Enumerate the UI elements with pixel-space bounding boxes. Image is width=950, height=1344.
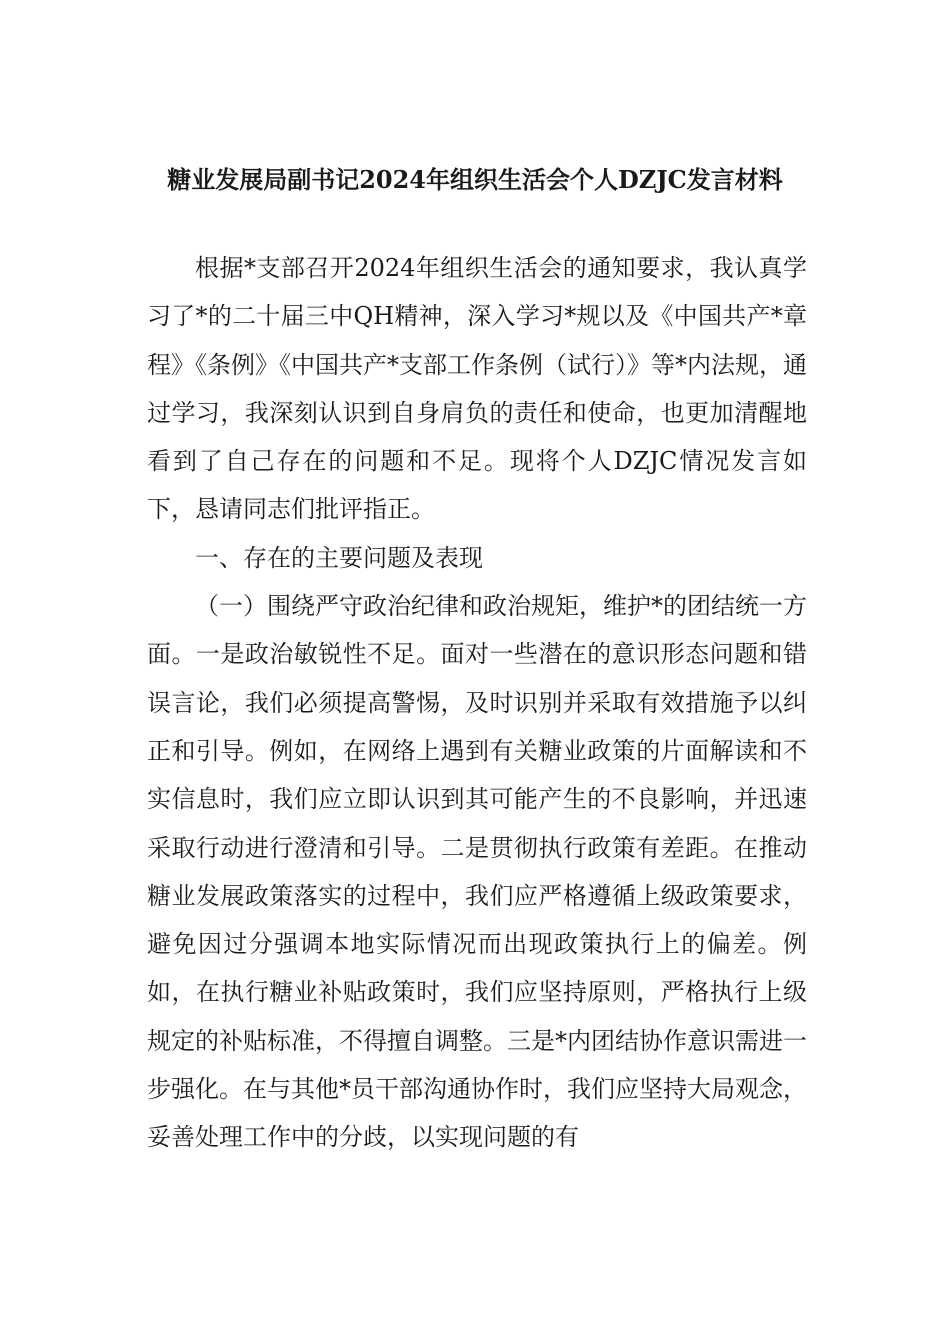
document-body (147, 244, 807, 1162)
document-title: 糖业发展局副书记2024年组织生活会个人DZJC发言材料 (167, 165, 783, 194)
body-paragraph: （一）围绕严守政治纪律和政治规矩，维护*的团结统一方面。一是政治敏锐性不足。面对一些潜在的意识形态问题和错误言论，我们必须提高警惕，及时识别并采取有效措施予以纠正和引导。例如，在网络上遇到有关糖业政策的片面解读和不实信息时，我们应立即认识到其可能产生的不良影响，并迅速采取行动进行澄清和引导。二是贯彻执行政策有差距。在推动糖业发展政策落实的过程中，我们应严格遵循上级政策要求，避免因过分强调本地实际情况而出现政策执行上的偏差。例如，在执行糖业补贴政策时，我们应坚持原则，严格执行上级规定的补贴标准，不得擅自调整。三是*内团结协作意识需进一步强化。在与其他*员干部沟通协作时，我们应坚持大局观念，妥善处理工作中的分歧，以实现问题的有 (147, 592, 807, 1152)
intro-paragraph: 根据*支部召开2024年组织生活会的通知要求，我认真学习了*的二十届三中QH精神，深入学习*规以及《中国共产*章程》《条例》《中国共产*支部工作条例（试行）》等*内法规，通过学习，我深刻认识到自身肩负的责任和使命，也更加清醒地看到了自己存在的问题和不足。现将个人DZJC情况发言如下，恳请同志们批评指正。 (147, 254, 807, 524)
section-heading: 一、存在的主要问题及表现 (195, 543, 483, 572)
